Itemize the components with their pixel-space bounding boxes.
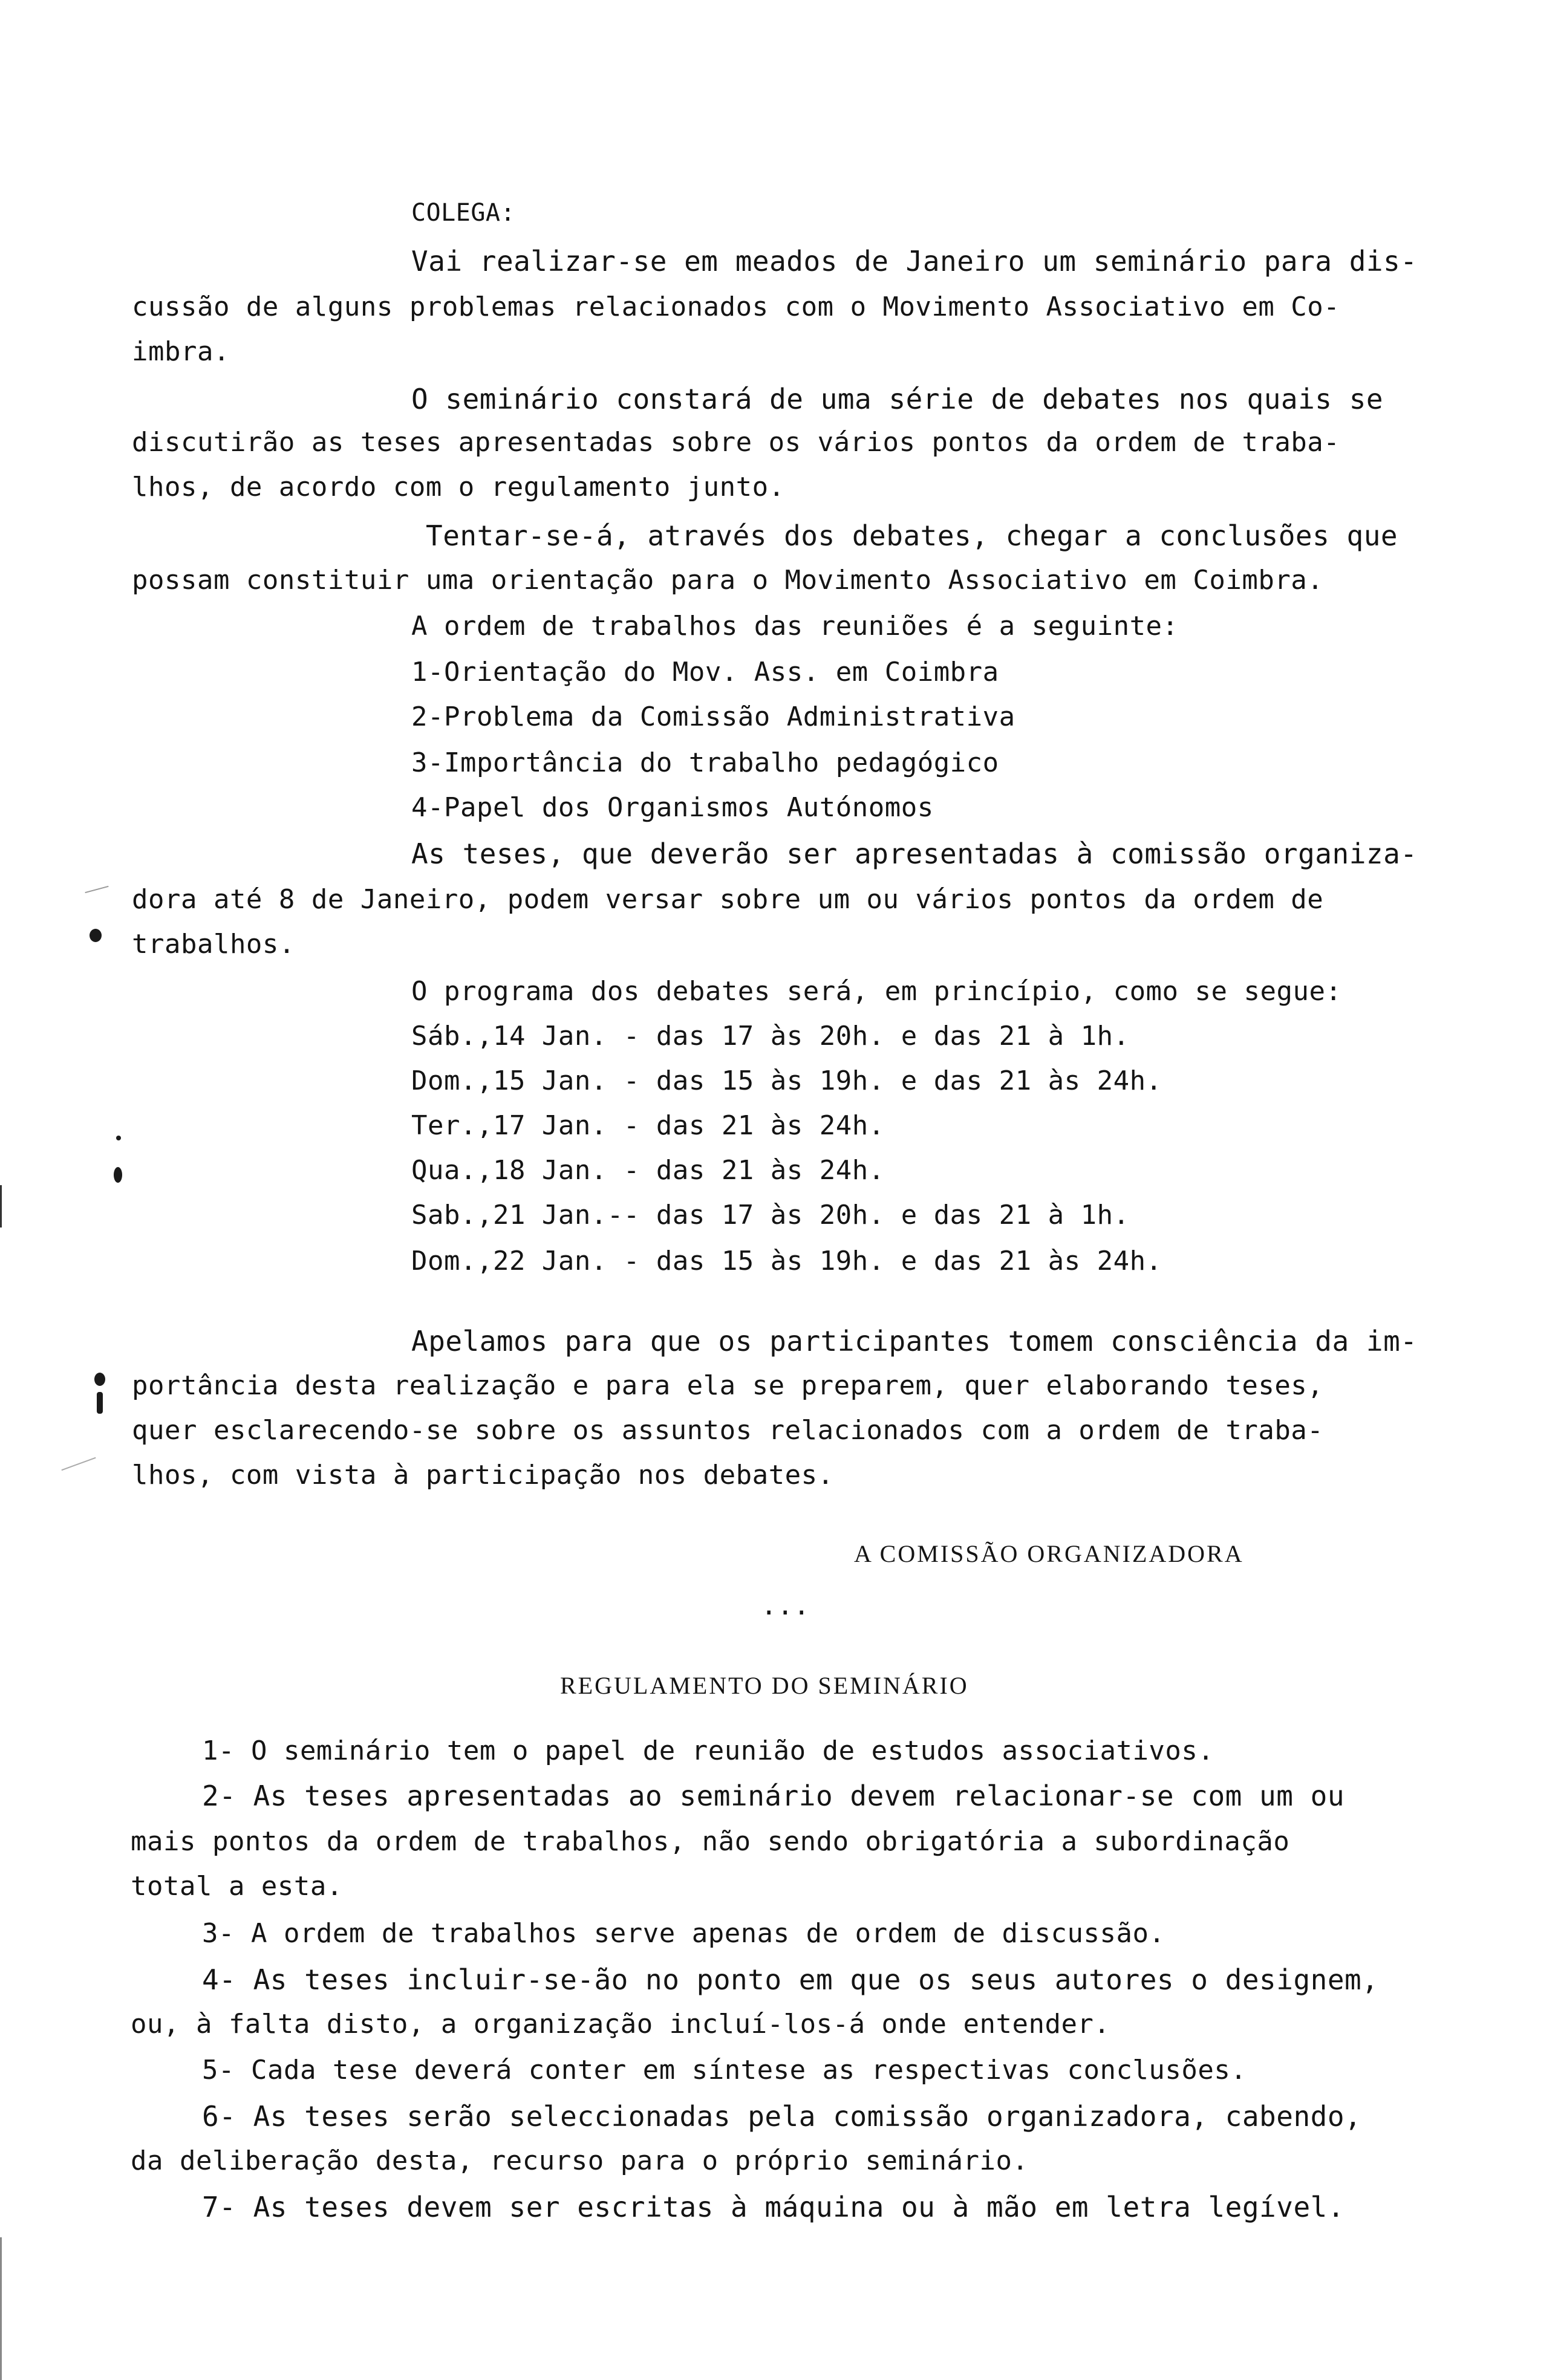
ink-speck xyxy=(114,1167,122,1183)
ink-speck xyxy=(90,929,102,942)
section-separator: ... xyxy=(761,1590,810,1621)
regulation-line: 7- As teses devem ser escritas à máquina ou à mão em letra legível. xyxy=(202,2191,1345,2223)
regulation-line: 2- As teses apresentadas ao seminário devem relacionar-se com um ou xyxy=(202,1780,1345,1812)
scan-edge-mark xyxy=(0,1185,2,1227)
regulation-line: 3- A ordem de trabalhos serve apenas de ordem de discussão. xyxy=(202,1918,1165,1949)
schedule-row: Sab.,21 Jan.-- das 17 às 20h. e das 21 à 1h. xyxy=(411,1200,1130,1231)
regulation-title: REGULAMENTO DO SEMINÁRIO xyxy=(560,1672,969,1699)
scan-edge-mark xyxy=(61,1457,96,1471)
signature: A COMISSÃO ORGANIZADORA xyxy=(854,1540,1244,1567)
agenda-intro: A ordem de trabalhos das reuniões é a seguinte: xyxy=(411,611,1179,642)
letter-line: lhos, de acordo com o regulamento junto. xyxy=(132,472,785,502)
schedule-row: Ter.,17 Jan. - das 21 às 24h. xyxy=(411,1110,885,1141)
regulation-line: 5- Cada tese deverá conter em síntese as respectivas conclusões. xyxy=(202,2055,1247,2086)
scan-edge-mark xyxy=(85,886,108,893)
letter-line: lhos, com vista à participação nos debates. xyxy=(132,1460,834,1491)
letter-line: possam constituir uma orientação para o Movimento Associativo em Coimbra. xyxy=(132,565,1324,596)
schedule-row: Dom.,22 Jan. - das 15 às 19h. e das 21 às 24h. xyxy=(411,1246,1162,1276)
letter-line: As teses, que deverão ser apresentadas à comissão organiza- xyxy=(411,837,1418,870)
schedule-intro: O programa dos debates será, em princípio, como se segue: xyxy=(411,976,1342,1007)
ink-speck xyxy=(116,1136,121,1140)
regulation-line: 6- As teses serão seleccionadas pela comissão organizadora, cabendo, xyxy=(202,2100,1362,2133)
schedule-row: Sáb.,14 Jan. - das 17 às 20h. e das 21 à 1h. xyxy=(411,1021,1130,1052)
regulation-line: mais pontos da ordem de trabalhos, não sendo obrigatória a subordinação xyxy=(131,1826,1290,1857)
letter-line: Tentar-se-á, através dos debates, chegar a conclusões que xyxy=(426,519,1398,552)
letter-line: trabalhos. xyxy=(132,929,295,960)
agenda-item: 4-Papel dos Organismos Autónomos xyxy=(411,792,934,823)
schedule-row: Qua.,18 Jan. - das 21 às 24h. xyxy=(411,1155,885,1186)
letter-line: dora até 8 de Janeiro, podem versar sobre um ou vários pontos da ordem de xyxy=(132,884,1324,915)
letter-line: quer esclarecendo-se sobre os assuntos relacionados com a ordem de traba- xyxy=(132,1415,1324,1446)
salutation: COLEGA: xyxy=(411,199,516,227)
letter-line: portância desta realização e para ela se preparem, quer elaborando teses, xyxy=(132,1370,1324,1401)
letter-line: O seminário constará de uma série de debates nos quais se xyxy=(411,383,1384,415)
letter-line: cussão de alguns problemas relacionados com o Movimento Associativo em Co- xyxy=(132,291,1340,322)
agenda-item: 3-Importância do trabalho pedagógico xyxy=(411,747,999,778)
letter-line: discutirão as teses apresentadas sobre os vários pontos da ordem de traba- xyxy=(132,427,1340,458)
regulation-line: ou, à falta disto, a organização incluí-los-á onde entender. xyxy=(131,2009,1110,2040)
letter-line: imbra. xyxy=(132,336,230,367)
regulation-line: da deliberação desta, recurso para o próprio seminário. xyxy=(131,2145,1029,2176)
regulation-line: 4- As teses incluir-se-ão no ponto em que os seus autores o designem, xyxy=(202,1963,1379,1996)
letter-line: Vai realizar-se em meados de Janeiro um seminário para dis- xyxy=(411,245,1418,278)
scan-edge-mark xyxy=(0,2237,2,2380)
agenda-item: 1-Orientação do Mov. Ass. em Coimbra xyxy=(411,657,999,688)
regulation-line: total a esta. xyxy=(131,1871,343,1902)
ink-speck xyxy=(94,1373,105,1386)
letter-line: Apelamos para que os participantes tomem consciência da im- xyxy=(411,1325,1418,1357)
regulation-line: 1- O seminário tem o papel de reunião de estudos associativos. xyxy=(202,1735,1214,1766)
agenda-item: 2-Problema da Comissão Administrativa xyxy=(411,701,1015,732)
schedule-row: Dom.,15 Jan. - das 15 às 19h. e das 21 às 24h. xyxy=(411,1065,1162,1096)
ink-speck xyxy=(97,1392,103,1414)
